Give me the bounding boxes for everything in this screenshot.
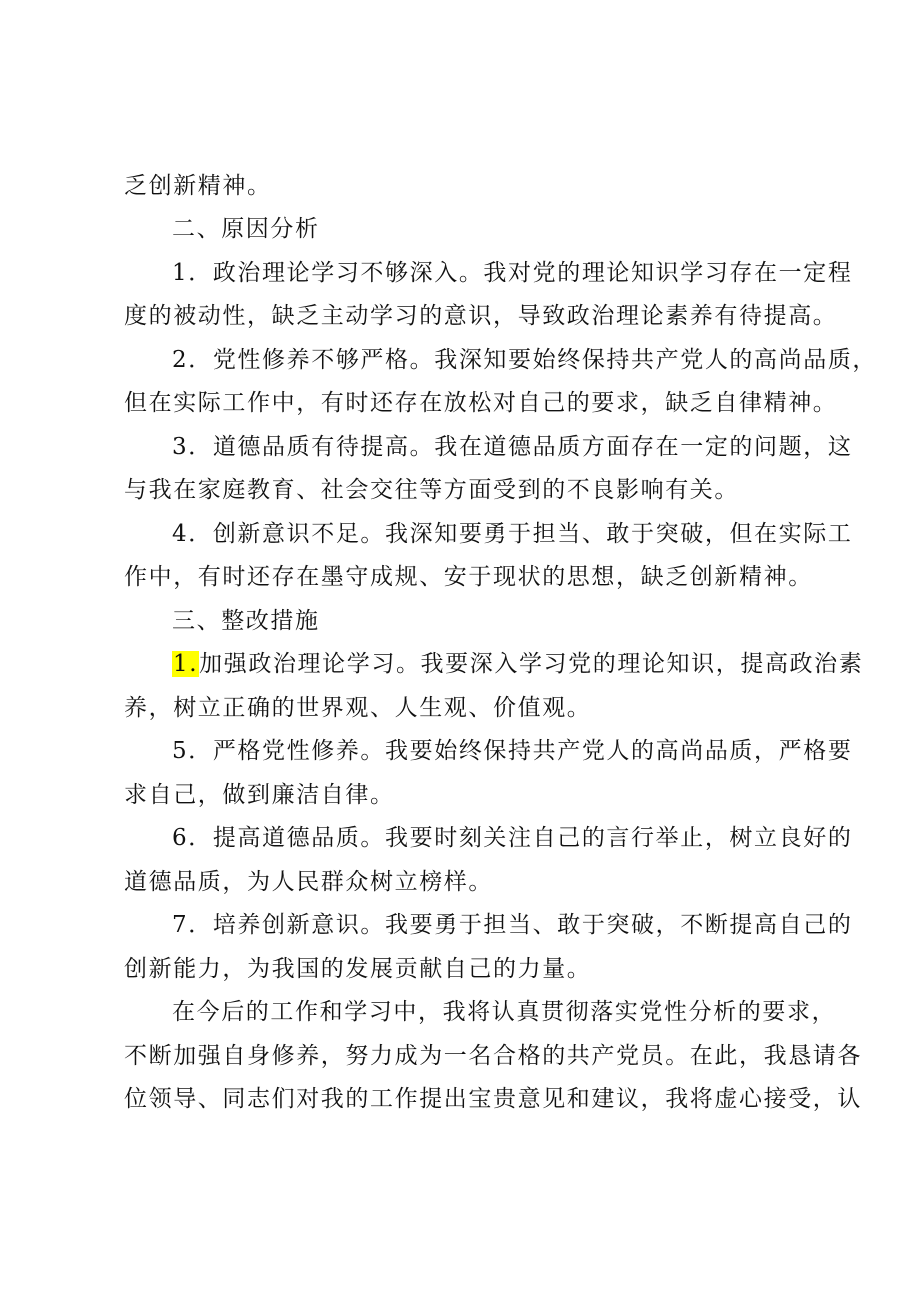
text-line: 度的被动性，缺乏主动学习的意识，导致政治理论素养有待提高。: [124, 303, 838, 329]
text-line: 与我在家庭教育、社会交往等方面受到的不良影响有关。: [124, 477, 739, 503]
text-line: 求自己，做到廉洁自律。: [124, 782, 395, 808]
text-line: 但在实际工作中，有时还存在放松对自己的要求，缺乏自律精神。: [124, 390, 838, 416]
text-line: 3．道德品质有待提高。我在道德品质方面存在一定的问题，这: [172, 434, 853, 460]
text-line: 养，树立正确的世界观、人生观、价值观。: [124, 695, 592, 721]
text-line: 道德品质，为人民群众树立榜样。: [124, 869, 493, 895]
text-line: 位领导、同志们对我的工作提出宝贵意见和建议，我将虚心接受，认: [124, 1086, 862, 1112]
text-line: 不断加强自身修养，努力成为一名合格的共产党员。在此，我恳请各: [124, 1043, 862, 1069]
text-line: 7．培养创新意识。我要勇于担当、敢于突破，不断提高自己的: [172, 912, 853, 938]
text-line: 4．创新意识不足。我深知要勇于担当、敢于突破，但在实际工: [172, 521, 853, 547]
section-heading: 二、原因分析: [172, 216, 320, 242]
text-line: 2．党性修养不够严格。我深知要始终保持共产党人的高尚品质，: [172, 347, 878, 373]
section-heading: 三、整改措施: [172, 608, 320, 634]
text-line: 1．政治理论学习不够深入。我对党的理论知识学习存在一定程: [172, 260, 853, 286]
text-line: 创新能力，为我国的发展贡献自己的力量。: [124, 956, 592, 982]
text-line-highlighted: [172, 648, 864, 680]
text-line: 6．提高道德品质。我要时刻关注自己的言行举止，树立良好的: [172, 825, 853, 851]
text-line: 5．严格党性修养。我要始终保持共产党人的高尚品质，严格要: [172, 738, 853, 764]
text-line: 作中，有时还存在墨守成规、安于现状的思想，缺乏创新精神。: [124, 564, 813, 590]
text-line: 乏创新精神。: [124, 173, 272, 199]
text-line: 在今后的工作和学习中，我将认真贯彻落实党性分析的要求，: [172, 999, 837, 1025]
text-span: 加强政治理论学习。我要深入学习党的理论知识，提高政治素: [199, 651, 864, 677]
highlight-mark: 1.: [173, 651, 199, 677]
